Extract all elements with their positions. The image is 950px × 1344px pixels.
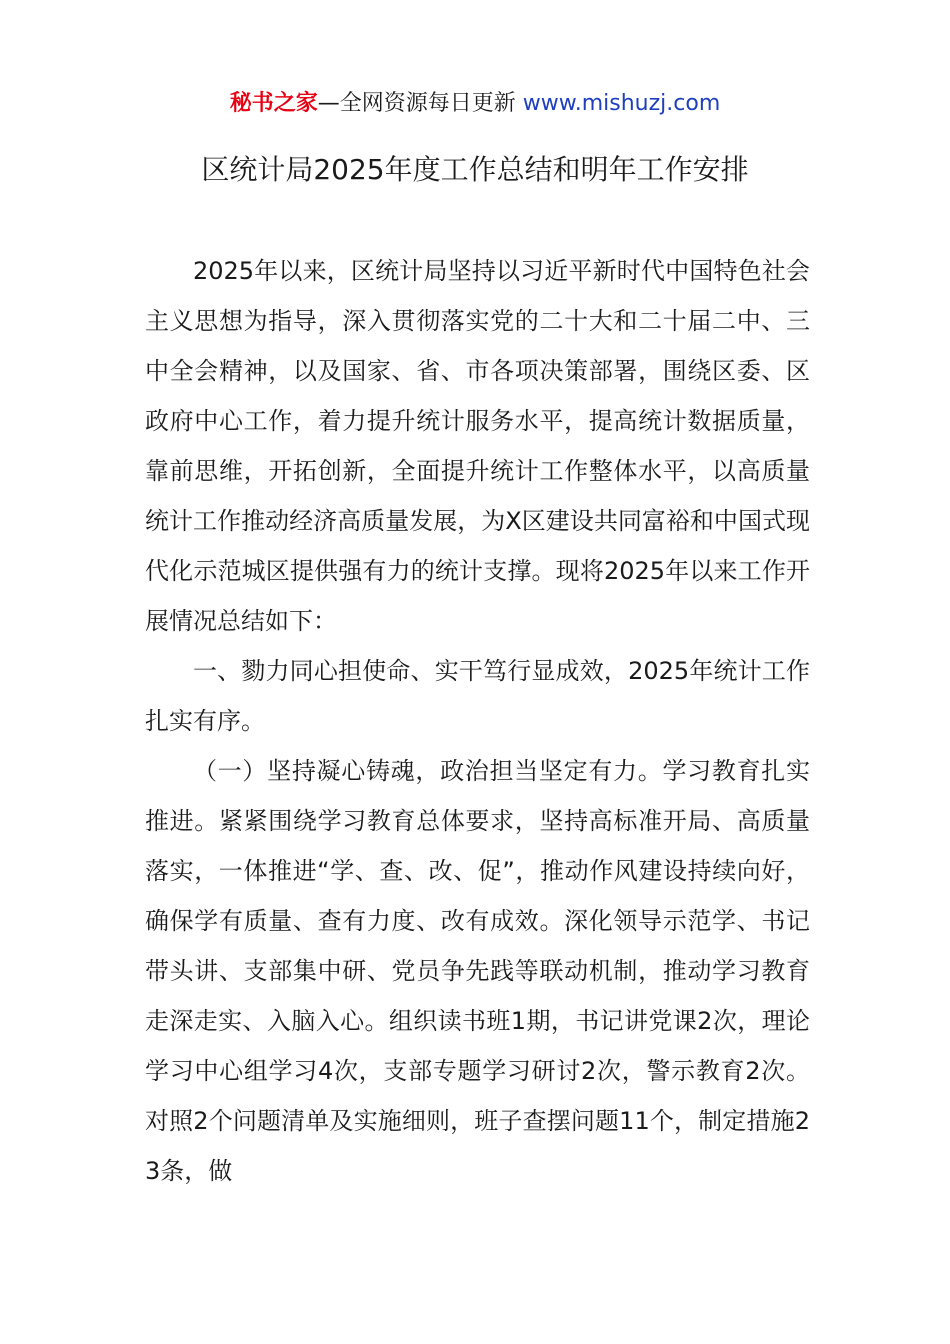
document-body [145, 246, 810, 1196]
site-tagline: —全网资源每日更新 [317, 91, 523, 116]
document-title: 区统计局2025年度工作总结和明年工作安排 [201, 153, 749, 186]
section-heading-1: 一、勠力同心担使命、实干笃行显成效，2025年统计工作扎实有序。 [145, 657, 810, 735]
subsection-paragraph-1: （一）坚持凝心铸魂，政治担当坚定有力。学习教育扎实推进。紧紧围绕学习教育总体要求，坚持高标准开局、高质量落实，一体推进“学、查、改、促”，推动作风建设持续向好，确保学有质量、查有力度、改有成效。深化领导示范学、书记带头讲、支部集中研、党员争先践等联动机制，推动学习教育走深走实、入脑入心。组织读书班1期，书记讲党课2次，理论学习中心组学习4次，支部专题学习研讨2次，警示教育2次。对照2个问题清单及实施细则，班子查摆问题11个，制定措施23条，做 [145, 757, 810, 1185]
intro-paragraph: 2025年以来，区统计局坚持以习近平新时代中国特色社会主义思想为指导，深入贯彻落实党的二十大和二十届二中、三中全会精神，以及国家、省、市各项决策部署，围绕区委、区政府中心工作，着力提升统计服务水平，提高统计数据质量，靠前思维，开拓创新，全面提升统计工作整体水平，以高质量统计工作推动经济高质量发展，为X区建设共同富裕和中国式现代化示范城区提供强有力的统计支撑。现将2025年以来工作开展情况总结如下： [145, 257, 810, 635]
site-header [0, 88, 950, 120]
site-url-link[interactable]: www.mishuzj.com [522, 91, 721, 116]
site-name: 秘书之家 [229, 91, 318, 116]
